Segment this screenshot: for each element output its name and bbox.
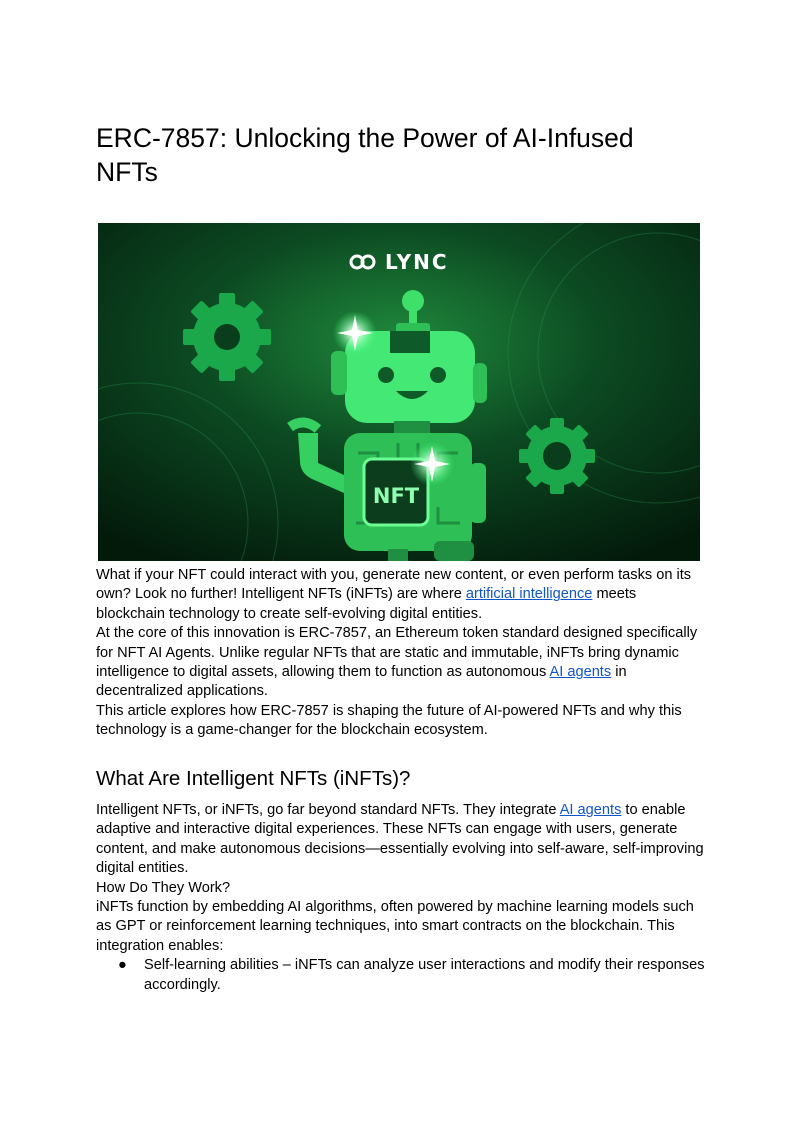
ai-agents-link[interactable]: AI agents bbox=[559, 802, 622, 818]
ai-agents-link[interactable]: AI agents bbox=[549, 664, 612, 681]
gear-icon bbox=[183, 293, 271, 381]
section-paragraph: iNFTs function by embedding AI algorithms, often powered by machine learning models such as GPT or reinforcement learning techniques, into smart contracts on the blockchain. This integration enables: bbox=[96, 899, 694, 954]
hero-image bbox=[98, 223, 700, 561]
intro-paragraph: At the core of this innovation is ERC-7857, an Ethereum token standard designed specifically for NFT AI Agents. Unlike regular NFTs that are static and immutable, iNFTs bring dynamic intelligence to digital assets, allowing them to function as autonomous AI agents in decentralized applications. bbox=[96, 625, 698, 700]
gear-icon bbox=[519, 418, 595, 494]
feature-list bbox=[96, 956, 706, 995]
sparkle-icon bbox=[333, 311, 377, 355]
article-title: ERC-7857: Unlocking the Power of AI-Infused NFTs bbox=[96, 123, 634, 187]
intro-paragraph: This article explores how ERC-7857 is shaping the future of AI-powered NFTs and why this technology is a game-changer for the blockchain ecosystem. bbox=[96, 702, 682, 739]
list-item: ● Self-learning abilities – iNFTs can analyze user interactions and modify their responses accordingly. bbox=[118, 957, 705, 993]
section-heading: What Are Intelligent NFTs (iNFTs)? bbox=[96, 767, 411, 790]
artificial-intelligence-link[interactable]: artificial intelligence bbox=[465, 586, 593, 603]
inft-section bbox=[96, 801, 706, 995]
robot-illustration bbox=[98, 223, 700, 561]
brand-name: LYNC bbox=[385, 250, 449, 274]
sparkle-icon bbox=[410, 442, 454, 486]
intro-section bbox=[96, 566, 706, 741]
intro-paragraph: What if your NFT could interact with you, generate new content, or even perform tasks on its own? Look no further! Intelligent NFTs (iNFTs) are where artificial intelligence meets blockchain technology to create self-evolving digital entities. bbox=[96, 567, 692, 622]
subheading: How Do They Work? bbox=[96, 879, 231, 896]
nft-badge: NFT bbox=[372, 484, 420, 508]
section-paragraph: Intelligent NFTs, or iNFTs, go far beyond standard NFTs. They integrate AI agents to enable adaptive and interactive digital experiences. These NFTs can engage with users, generate content, and make autonomous decisions—essentially evolving into self-aware, self-improving digital entities. bbox=[96, 802, 704, 877]
bullet-icon: ● bbox=[118, 957, 127, 974]
